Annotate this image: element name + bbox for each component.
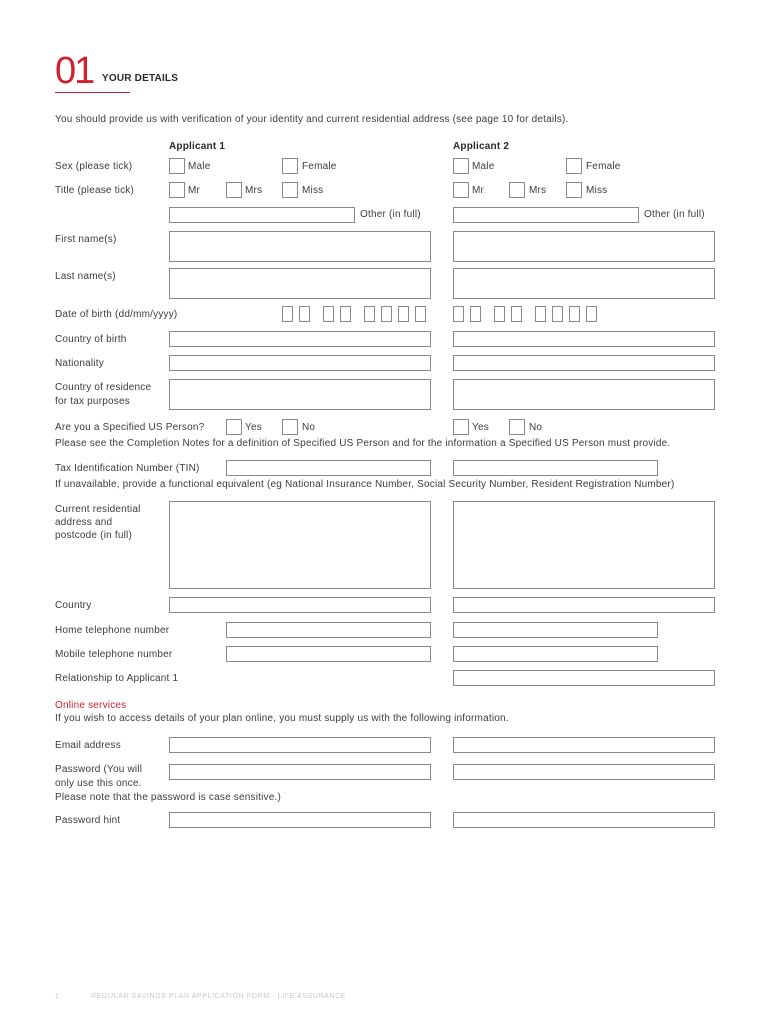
a1-dob-m1[interactable]: [323, 306, 334, 322]
a2-dob-d2[interactable]: [470, 306, 481, 322]
a2-mrs-label: Mrs: [529, 185, 547, 196]
a1-miss-label: Miss: [302, 185, 324, 196]
a1-dob-y1[interactable]: [364, 306, 375, 322]
address-label-3: postcode (in full): [55, 530, 132, 541]
a1-us-no-checkbox[interactable]: [282, 419, 298, 435]
a2-dob-d1[interactable]: [453, 306, 464, 322]
relationship-label: Relationship to Applicant 1: [55, 673, 179, 684]
a1-title-other-field[interactable]: [169, 207, 355, 223]
last-name-label: Last name(s): [55, 271, 116, 282]
a1-mr-checkbox[interactable]: [169, 182, 185, 198]
a2-last-name-field[interactable]: [453, 268, 715, 299]
a1-country-residence-field[interactable]: [169, 379, 431, 410]
a1-first-name-field[interactable]: [169, 231, 431, 262]
a1-mr-label: Mr: [188, 185, 201, 196]
a2-miss-label: Miss: [586, 185, 608, 196]
a1-dob-d1[interactable]: [282, 306, 293, 322]
a2-us-yes-label: Yes: [472, 422, 489, 433]
a2-country-residence-field[interactable]: [453, 379, 715, 410]
a2-us-no-checkbox[interactable]: [509, 419, 525, 435]
mobile-phone-label: Mobile telephone number: [55, 649, 173, 660]
section-number: 01: [55, 50, 94, 92]
a2-home-phone-field[interactable]: [453, 622, 658, 638]
tin-note: If unavailable, provide a functional equivalent (eg National Insurance Number, Social Security Number, Resident Registration Number): [55, 479, 675, 490]
a1-male-checkbox[interactable]: [169, 158, 185, 174]
a2-dob-y3[interactable]: [569, 306, 580, 322]
country-of-birth-label: Country of birth: [55, 334, 127, 345]
a1-female-checkbox[interactable]: [282, 158, 298, 174]
a1-mrs-checkbox[interactable]: [226, 182, 242, 198]
us-person-label: Are you a Specified US Person?: [55, 422, 205, 433]
a2-male-checkbox[interactable]: [453, 158, 469, 174]
a2-relationship-field[interactable]: [453, 670, 715, 686]
a2-dob-y4[interactable]: [586, 306, 597, 322]
us-note: Please see the Completion Notes for a definition of Specified US Person and for the information a Specified US Person must provide.: [55, 438, 671, 449]
online-services-heading: Online services: [55, 700, 127, 711]
a1-us-yes-checkbox[interactable]: [226, 419, 242, 435]
a2-address-field[interactable]: [453, 501, 715, 589]
a1-miss-checkbox[interactable]: [282, 182, 298, 198]
a2-nationality-field[interactable]: [453, 355, 715, 371]
a1-dob-y3[interactable]: [398, 306, 409, 322]
a1-password-field[interactable]: [169, 764, 431, 780]
a1-address-field[interactable]: [169, 501, 431, 589]
a1-male-label: Male: [188, 161, 211, 172]
address-label-1: Current residential: [55, 504, 141, 515]
a2-dob-y2[interactable]: [552, 306, 563, 322]
country-residence-label-1: Country of residence: [55, 382, 152, 393]
a2-dob-m1[interactable]: [494, 306, 505, 322]
a1-other-label: Other (in full): [360, 209, 421, 220]
a1-email-field[interactable]: [169, 737, 431, 753]
a1-dob-y2[interactable]: [381, 306, 392, 322]
a1-female-label: Female: [302, 161, 337, 172]
a1-dob-d2[interactable]: [299, 306, 310, 322]
online-services-note: If you wish to access details of your plan online, you must supply us with the following information.: [55, 713, 509, 724]
a1-password-hint-field[interactable]: [169, 812, 431, 828]
title-label: Title (please tick): [55, 185, 135, 196]
a2-country-field[interactable]: [453, 597, 715, 613]
a2-dob-m2[interactable]: [511, 306, 522, 322]
a2-mr-label: Mr: [472, 185, 485, 196]
a1-dob-y4[interactable]: [415, 306, 426, 322]
a2-country-of-birth-field[interactable]: [453, 331, 715, 347]
a1-mobile-phone-field[interactable]: [226, 646, 431, 662]
a1-nationality-field[interactable]: [169, 355, 431, 371]
applicant1-heading: Applicant 1: [169, 141, 226, 152]
country-label: Country: [55, 600, 92, 611]
a2-mrs-checkbox[interactable]: [509, 182, 525, 198]
a2-first-name-field[interactable]: [453, 231, 715, 262]
a2-female-label: Female: [586, 161, 621, 172]
a2-email-field[interactable]: [453, 737, 715, 753]
a2-title-other-field[interactable]: [453, 207, 639, 223]
a2-male-label: Male: [472, 161, 495, 172]
password-label-3: Please note that the password is case sensitive.): [55, 792, 282, 803]
a1-country-of-birth-field[interactable]: [169, 331, 431, 347]
password-label-2: only use this once.: [55, 778, 142, 789]
sex-label: Sex (please tick): [55, 161, 133, 172]
a2-us-no-label: No: [529, 422, 543, 433]
a1-us-no-label: No: [302, 422, 316, 433]
a1-dob-m2[interactable]: [340, 306, 351, 322]
applicant2-heading: Applicant 2: [453, 141, 510, 152]
a1-last-name-field[interactable]: [169, 268, 431, 299]
a2-female-checkbox[interactable]: [566, 158, 582, 174]
first-name-label: First name(s): [55, 234, 117, 245]
a2-dob-y1[interactable]: [535, 306, 546, 322]
a2-tin-field[interactable]: [453, 460, 658, 476]
a1-dob-field[interactable]: [282, 306, 432, 322]
a2-us-yes-checkbox[interactable]: [453, 419, 469, 435]
a2-mr-checkbox[interactable]: [453, 182, 469, 198]
country-residence-label-2: for tax purposes: [55, 396, 130, 407]
a1-mrs-label: Mrs: [245, 185, 263, 196]
a1-us-yes-label: Yes: [245, 422, 262, 433]
tin-label: Tax Identification Number (TIN): [55, 463, 200, 474]
a2-mobile-phone-field[interactable]: [453, 646, 658, 662]
a1-tin-field[interactable]: [226, 460, 431, 476]
header-rule: [55, 92, 130, 93]
a2-password-hint-field[interactable]: [453, 812, 715, 828]
a2-dob-field[interactable]: [453, 306, 603, 322]
page-number: 1: [55, 993, 60, 1000]
a1-country-field[interactable]: [169, 597, 431, 613]
dob-label: Date of birth (dd/mm/yyyy): [55, 309, 178, 320]
address-label-2: address and: [55, 517, 113, 528]
a2-miss-checkbox[interactable]: [566, 182, 582, 198]
email-label: Email address: [55, 740, 121, 751]
nationality-label: Nationality: [55, 358, 104, 369]
section-title: YOUR DETAILS: [102, 73, 179, 84]
a2-other-label: Other (in full): [644, 209, 705, 220]
a1-home-phone-field[interactable]: [226, 622, 431, 638]
home-phone-label: Home telephone number: [55, 625, 170, 636]
password-label-1: Password (You will: [55, 764, 143, 775]
password-hint-label: Password hint: [55, 815, 121, 826]
a2-password-field[interactable]: [453, 764, 715, 780]
footer-title: REGULAR SAVINGS PLAN APPLICATION FORM - LIFE ASSURANCE: [91, 993, 347, 1000]
intro-text: You should provide us with verification of your identity and current residential address (see page 10 for details).: [55, 114, 569, 125]
